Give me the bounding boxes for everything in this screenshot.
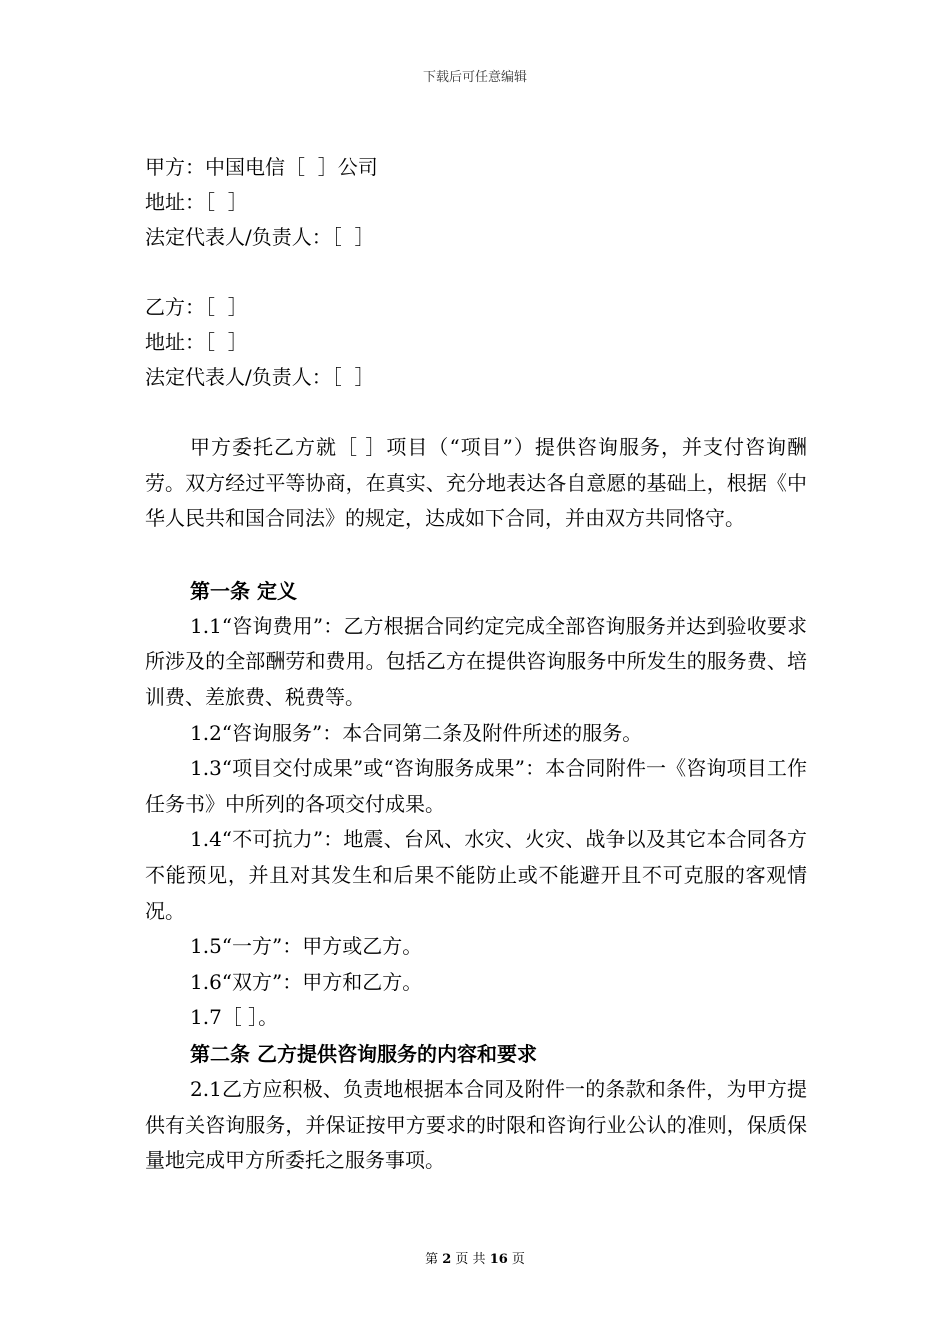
article-1-item: 1.2“咨询服务”：本合同第二条及附件所述的服务。 bbox=[190, 720, 643, 745]
footer-middle: 页 共 bbox=[455, 1252, 486, 1267]
party-a-address: 地址：［ ］ bbox=[145, 190, 248, 214]
party-b-address: 地址：［ ］ bbox=[145, 330, 248, 354]
page-header: 下载后可任意编辑 bbox=[422, 70, 527, 85]
article-1-item: 1.5“一方”：甲方或乙方。 bbox=[190, 934, 423, 959]
article-1-item: 1.3“项目交付成果”或“咨询服务成果”：本合同附件一《咨询项目工作任务书》中所列的各项交付成果。 bbox=[145, 756, 807, 816]
article-1-item: 1.4“不可抗力”：地震、台风、水灾、火灾、战争以及其它本合同各方不能预见，并且对其发生和后果不能防止或不能避开且不可克服的客观情况。 bbox=[145, 827, 807, 923]
party-b-representative: 法定代表人/负责人：［ ］ bbox=[145, 365, 375, 389]
article-2-title: 第二条 乙方提供咨询服务的内容和要求 bbox=[190, 1041, 537, 1066]
footer-prefix: 第 bbox=[425, 1252, 439, 1267]
article-2-item: 2.1乙方应积极、负责地根据本合同及附件一的条款和条件，为甲方提供有关咨询服务，并保证按甲方要求的时限和咨询行业公认的准则，保质保量地完成甲方所委托之服务事项。 bbox=[145, 1076, 807, 1173]
article-1-title: 第一条 定义 bbox=[190, 578, 297, 603]
party-b-name: 乙方：［ ］ bbox=[145, 295, 248, 319]
party-a-representative: 法定代表人/负责人：［ ］ bbox=[145, 225, 375, 249]
document-body bbox=[145, 150, 807, 1179]
article-1-item: 1.7［ ］。 bbox=[190, 1005, 279, 1030]
article-1-item: 1.1“咨询费用”：乙方根据合同约定完成全部咨询服务并达到验收要求所涉及的全部酬劳和费用。包括乙方在提供咨询服务中所发生的服务费、培训费、差旅费、税费等。 bbox=[145, 613, 807, 709]
footer-suffix: 页 bbox=[511, 1252, 525, 1267]
footer-page-number: 2 bbox=[442, 1252, 452, 1267]
page-footer bbox=[0, 1248, 950, 1267]
footer-total-pages: 16 bbox=[489, 1252, 508, 1267]
party-a-name: 甲方：中国电信［ ］公司 bbox=[145, 155, 378, 179]
article-1-item: 1.6“双方”：甲方和乙方。 bbox=[190, 969, 423, 994]
preamble-paragraph: 甲方委托乙方就［ ］项目（“项目”）提供咨询服务，并支付咨询酬劳。双方经过平等协商，在真实、充分地表达各自意愿的基础上，根据《中华人民共和国合同法》的规定，达成如下合同，并由双方共同恪守。 bbox=[145, 435, 807, 531]
